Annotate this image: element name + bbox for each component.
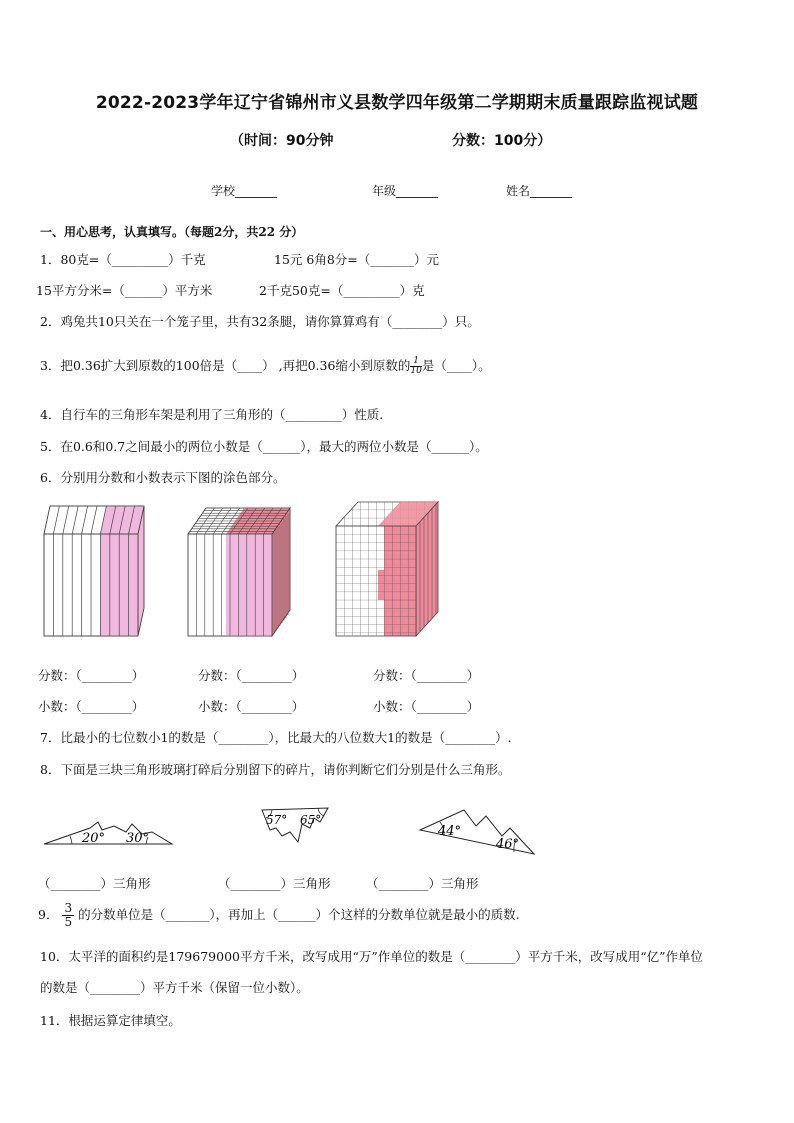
fraction-denominator: 10 — [410, 366, 422, 376]
question-1a: 1．80克=（_________）千克 — [40, 252, 206, 267]
fraction-three-fifths — [62, 902, 74, 929]
fig1-decimal-answer[interactable]: 小数：（________） — [38, 699, 145, 714]
fig2-decimal-answer[interactable]: 小数：（________） — [198, 699, 305, 714]
triangle-shard-c — [418, 806, 538, 858]
angle-label-c1: 44° — [438, 824, 462, 839]
question-9-number: 9． — [38, 907, 59, 922]
question-3 — [40, 356, 491, 376]
question-3-text-a: 3．把0.36扩大到原数的100倍是（____） ,再把0.36缩小到原数的 — [40, 358, 411, 373]
fig2-fraction-answer[interactable]: 分数：（________） — [198, 668, 305, 683]
exam-time: （时间：90分钟 — [230, 133, 334, 149]
angle-label-a1: 20° — [82, 831, 106, 846]
question-2: 2．鸡兔共10只关在一个笼子里，共有32条腿，请你算算鸡有（________）只。 — [40, 314, 480, 329]
question-11: 11．根据运算定律填空。 — [40, 1013, 181, 1028]
fraction-one-tenth — [410, 357, 421, 376]
question-1d: 2千克50克=（_________）克 — [259, 283, 425, 298]
question-5: 5．在0.6和0.7之间最小的两位小数是（______），最大的两位小数是（______）。 — [40, 439, 488, 454]
fraction-numerator: 3 — [64, 901, 73, 915]
triangle-shard-a — [42, 818, 174, 848]
question-8: 8．下面是三块三角形玻璃打碎后分别留下的碎片，请你判断它们分别是什么三角形。 — [40, 762, 511, 777]
exam-score: 分数：100分） — [452, 133, 552, 149]
angle-label-a2: 30° — [126, 831, 150, 846]
cuboid-grid-figure — [186, 504, 296, 638]
shard-c-answer[interactable]: （________）三角形 — [366, 876, 479, 891]
question-1c: 15平方分米=（______）平方米 — [36, 283, 213, 298]
question-9 — [38, 902, 520, 929]
question-9-text: 的分数单位是（_______），再加上（______）个这样的分数单位就是最小的质数. — [78, 907, 520, 922]
fig3-fraction-answer[interactable]: 分数：（________） — [373, 668, 480, 683]
fraction-numerator: 1 — [410, 357, 421, 367]
grade-field[interactable]: 年级_______ — [372, 184, 439, 198]
question-7: 7．比最小的七位数小1的数是（________），比最大的八位数大1的数是（________）. — [40, 730, 512, 745]
cube-grid-figure — [334, 500, 442, 638]
name-field[interactable]: 姓名_______ — [506, 184, 573, 198]
angle-label-c2: 46° — [496, 837, 520, 852]
section-heading: 一、用心思考，认真填写。（每题2分，共22 分） — [40, 225, 304, 239]
cuboid-strips-figure — [40, 504, 148, 638]
page-title: 2022-2023学年辽宁省锦州市义县数学四年级第二学期期末质量跟踪监视试题 — [95, 93, 699, 113]
question-10-line1: 10．太平洋的面积约是179679000平方千米，改写成用“万”作单位的数是（________）平方千米，改写成用“亿”作单位 — [40, 949, 704, 964]
fraction-denominator: 5 — [64, 915, 73, 929]
question-1b: 15元 6角8分=（_______）元 — [274, 252, 440, 267]
fig3-decimal-answer[interactable]: 小数：（________） — [373, 699, 480, 714]
question-10-line2: 的数是（________）平方千米（保留一位小数）。 — [40, 980, 309, 995]
shard-b-answer[interactable]: （________）三角形 — [218, 876, 331, 891]
question-4: 4．自行车的三角形车架是利用了三角形的（_________）性质. — [40, 407, 384, 422]
question-6: 6．分别用分数和小数表示下图的涂色部分。 — [40, 470, 286, 485]
fig1-fraction-answer[interactable]: 分数：（________） — [38, 668, 145, 683]
angle-label-b1: 57° — [266, 813, 288, 827]
school-field[interactable]: 学校_______ — [211, 184, 278, 198]
angle-label-b2: 65° — [300, 813, 322, 827]
question-3-text-b: 是（____）。 — [421, 358, 491, 373]
triangle-shard-b — [258, 804, 332, 846]
shard-a-answer[interactable]: （________）三角形 — [38, 876, 151, 891]
